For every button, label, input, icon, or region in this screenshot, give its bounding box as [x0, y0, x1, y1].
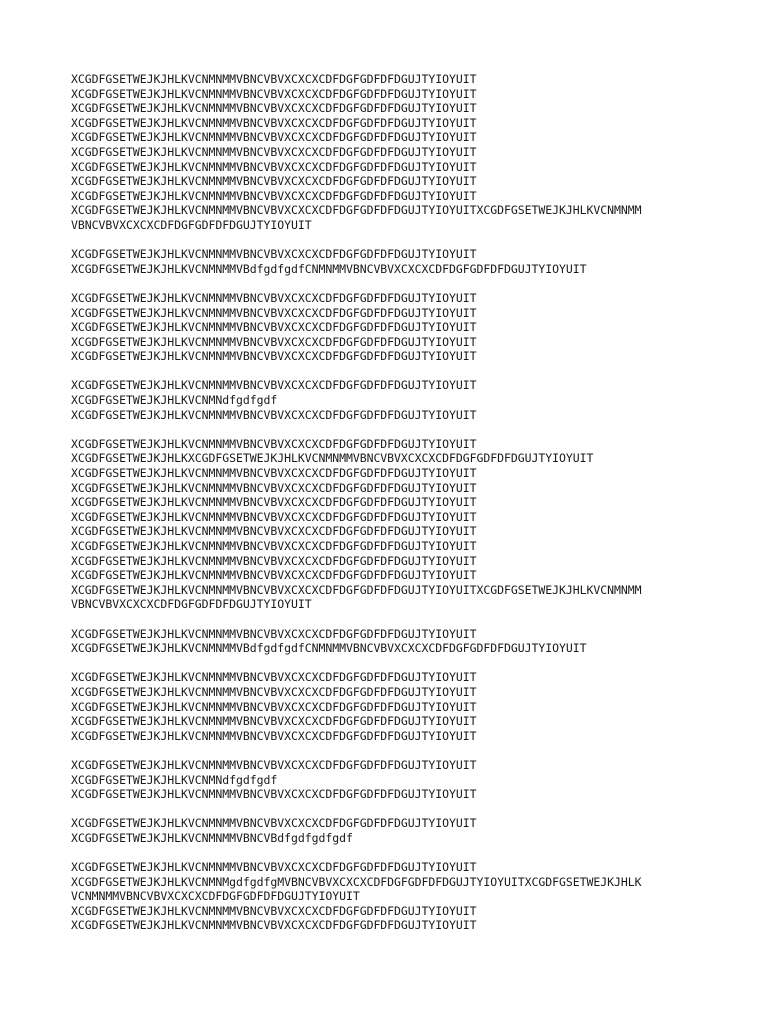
text-line: XCGDFGSETWEJKJHLKVCNMNMMVBNCVBVXCXCXCDFDGFGDFDFDGUJTYIOYUIT: [71, 320, 477, 335]
text-line: XCGDFGSETWEJKJHLKVCNMNMMVBNCVBVXCXCXCDFDGFGDFDFDGUJTYIOYUITXCGDFGSETWEJKJHLKVCNMNMM: [71, 582, 642, 597]
text-line: XCGDFGSETWEJKJHLKVCNMNMMVBNCVBVXCXCXCDFDGFGDFDFDGUJTYIOYUIT: [71, 495, 477, 510]
text-line: XCGDFGSETWEJKJHLKVCNMNMMVBNCVBVXCXCXCDFDGFGDFDFDGUJTYIOYUIT: [71, 247, 477, 262]
text-line: XCGDFGSETWEJKJHLKVCNMNMMVBNCVBVXCXCXCDFDGFGDFDFDGUJTYIOYUIT: [71, 816, 477, 831]
text-line: XCGDFGSETWEJKJHLKXCGDFGSETWEJKJHLKVCNMNMMVBNCVBVXCXCXCDFDGFGDFDFDGUJTYIOYUIT: [71, 451, 594, 466]
text-line: XCGDFGSETWEJKJHLKVCNMNMMVBNCVBVXCXCXCDFDGFGDFDFDGUJTYIOYUIT: [71, 553, 477, 568]
text-line: XCGDFGSETWEJKJHLKVCNMNMMVBNCVBVXCXCXCDFDGFGDFDFDGUJTYIOYUIT: [71, 699, 477, 714]
text-paragraph: [71, 437, 731, 612]
text-line: XCGDFGSETWEJKJHLKVCNMNMMVBNCVBVXCXCXCDFDGFGDFDFDGUJTYIOYUIT: [71, 188, 477, 203]
text-line: XCGDFGSETWEJKJHLKVCNMNMMVBNCVBVXCXCXCDFDGFGDFDFDGUJTYIOYUIT: [71, 436, 477, 451]
text-line: XCGDFGSETWEJKJHLKVCNMNMMVBNCVBVXCXCXCDFDGFGDFDFDGUJTYIOYUIT: [71, 757, 477, 772]
text-line: XCGDFGSETWEJKJHLKVCNMNMMVBNCVBVXCXCXCDFDGFGDFDFDGUJTYIOYUIT: [71, 290, 477, 305]
text-line: XCGDFGSETWEJKJHLKVCNMNMMVBNCVBVXCXCXCDFDGFGDFDFDGUJTYIOYUIT: [71, 670, 477, 685]
text-line: XCGDFGSETWEJKJHLKVCNMNMMVBNCVBVXCXCXCDFDGFGDFDFDGUJTYIOYUIT: [71, 684, 477, 699]
text-line: XCGDFGSETWEJKJHLKVCNMNMMVBNCVBVXCXCXCDFDGFGDFDFDGUJTYIOYUIT: [71, 568, 477, 583]
text-line: XCGDFGSETWEJKJHLKVCNMNMMVBNCVBdfgdfgdfgdf: [71, 830, 353, 845]
text-line: XCGDFGSETWEJKJHLKVCNMNMMVBNCVBVXCXCXCDFDGFGDFDFDGUJTYIOYUIT: [71, 787, 477, 802]
text-line: XCGDFGSETWEJKJHLKVCNMNMMVBNCVBVXCXCXCDFDGFGDFDFDGUJTYIOYUIT: [71, 728, 477, 743]
text-paragraph: [71, 72, 731, 233]
text-paragraph: [71, 860, 731, 933]
text-line: XCGDFGSETWEJKJHLKVCNMNMMVBNCVBVXCXCXCDFDGFGDFDFDGUJTYIOYUIT: [71, 101, 477, 116]
text-line: XCGDFGSETWEJKJHLKVCNMNMgdfgdfgMVBNCVBVXCXCXCDFDGFGDFDFDGUJTYIOYUITXCGDFGSETWEJKJHLK: [71, 874, 642, 889]
text-line: XCGDFGSETWEJKJHLKVCNMNMMVBNCVBVXCXCXCDFDGFGDFDFDGUJTYIOYUIT: [71, 860, 477, 875]
text-line: VBNCVBVXCXCXCDFDGFGDFDFDGUJTYIOYUIT: [71, 217, 312, 232]
text-line: XCGDFGSETWEJKJHLKVCNMNMMVBNCVBVXCXCXCDFDGFGDFDFDGUJTYIOYUIT: [71, 524, 477, 539]
text-line: XCGDFGSETWEJKJHLKVCNMNMMVBNCVBVXCXCXCDFDGFGDFDFDGUJTYIOYUIT: [71, 539, 477, 553]
text-line: XCGDFGSETWEJKJHLKVCNMNMMVBNCVBVXCXCXCDFDGFGDFDFDGUJTYIOYUIT: [71, 714, 477, 729]
text-line: XCGDFGSETWEJKJHLKVCNMNMMVBNCVBVXCXCXCDFDGFGDFDFDGUJTYIOYUIT: [71, 334, 477, 349]
text-line: XCGDFGSETWEJKJHLKVCNMNdfgdfgdf: [71, 393, 278, 408]
text-line: XCGDFGSETWEJKJHLKVCNMNMMVBNCVBVXCXCXCDFDGFGDFDFDGUJTYIOYUIT: [71, 130, 477, 145]
text-line: XCGDFGSETWEJKJHLKVCNMNMMVBNCVBVXCXCXCDFDGFGDFDFDGUJTYIOYUIT: [71, 349, 477, 364]
text-paragraph: [71, 378, 731, 422]
text-line: XCGDFGSETWEJKJHLKVCNMNMMVBNCVBVXCXCXCDFDGFGDFDFDGUJTYIOYUIT: [71, 918, 477, 933]
text-line: XCGDFGSETWEJKJHLKVCNMNdfgdfgdf: [71, 772, 278, 787]
text-line: XCGDFGSETWEJKJHLKVCNMNMMVBNCVBVXCXCXCDFDGFGDFDFDGUJTYIOYUIT: [71, 903, 477, 918]
text-line: XCGDFGSETWEJKJHLKVCNMNMMVBNCVBVXCXCXCDFDGFGDFDFDGUJTYIOYUIT: [71, 626, 477, 641]
text-paragraph: [71, 627, 731, 656]
text-line: XCGDFGSETWEJKJHLKVCNMNMMVBdfgdfgdfCNMNMMVBNCVBVXCXCXCDFDGFGDFDFDGUJTYIOYUIT: [71, 641, 587, 656]
text-paragraph: [71, 816, 731, 845]
text-line: VBNCVBVXCXCXCDFDGFGDFDFDGUJTYIOYUIT: [71, 597, 312, 612]
text-line: XCGDFGSETWEJKJHLKVCNMNMMVBNCVBVXCXCXCDFDGFGDFDFDGUJTYIOYUIT: [71, 378, 477, 393]
text-line: XCGDFGSETWEJKJHLKVCNMNMMVBNCVBVXCXCXCDFDGFGDFDFDGUJTYIOYUIT: [71, 86, 477, 101]
text-line: XCGDFGSETWEJKJHLKVCNMNMMVBNCVBVXCXCXCDFDGFGDFDFDGUJTYIOYUIT: [71, 115, 477, 130]
text-paragraph: [71, 247, 731, 276]
document-page: [71, 72, 731, 948]
text-line: XCGDFGSETWEJKJHLKVCNMNMMVBNCVBVXCXCXCDFDGFGDFDFDGUJTYIOYUITXCGDFGSETWEJKJHLKVCNMNMM: [71, 203, 642, 218]
text-line: XCGDFGSETWEJKJHLKVCNMNMMVBNCVBVXCXCXCDFDGFGDFDFDGUJTYIOYUIT: [71, 305, 477, 320]
text-line: XCGDFGSETWEJKJHLKVCNMNMMVBNCVBVXCXCXCDFDGFGDFDFDGUJTYIOYUIT: [71, 159, 477, 174]
text-line: XCGDFGSETWEJKJHLKVCNMNMMVBdfgdfgdfCNMNMMVBNCVBVXCXCXCDFDGFGDFDFDGUJTYIOYUIT: [71, 261, 587, 276]
text-line: XCGDFGSETWEJKJHLKVCNMNMMVBNCVBVXCXCXCDFDGFGDFDFDGUJTYIOYUIT: [71, 72, 477, 86]
text-paragraph: [71, 670, 731, 743]
text-line: XCGDFGSETWEJKJHLKVCNMNMMVBNCVBVXCXCXCDFDGFGDFDFDGUJTYIOYUIT: [71, 466, 477, 481]
text-line: XCGDFGSETWEJKJHLKVCNMNMMVBNCVBVXCXCXCDFDGFGDFDFDGUJTYIOYUIT: [71, 144, 477, 159]
text-line: XCGDFGSETWEJKJHLKVCNMNMMVBNCVBVXCXCXCDFDGFGDFDFDGUJTYIOYUIT: [71, 407, 477, 422]
text-line: XCGDFGSETWEJKJHLKVCNMNMMVBNCVBVXCXCXCDFDGFGDFDFDGUJTYIOYUIT: [71, 480, 477, 495]
text-paragraph: [71, 758, 731, 802]
text-line: XCGDFGSETWEJKJHLKVCNMNMMVBNCVBVXCXCXCDFDGFGDFDFDGUJTYIOYUIT: [71, 509, 477, 524]
text-line: XCGDFGSETWEJKJHLKVCNMNMMVBNCVBVXCXCXCDFDGFGDFDFDGUJTYIOYUIT: [71, 174, 477, 189]
text-paragraph: [71, 291, 731, 364]
text-line: VCNMNMMVBNCVBVXCXCXCDFDGFGDFDFDGUJTYIOYUIT: [71, 889, 360, 904]
